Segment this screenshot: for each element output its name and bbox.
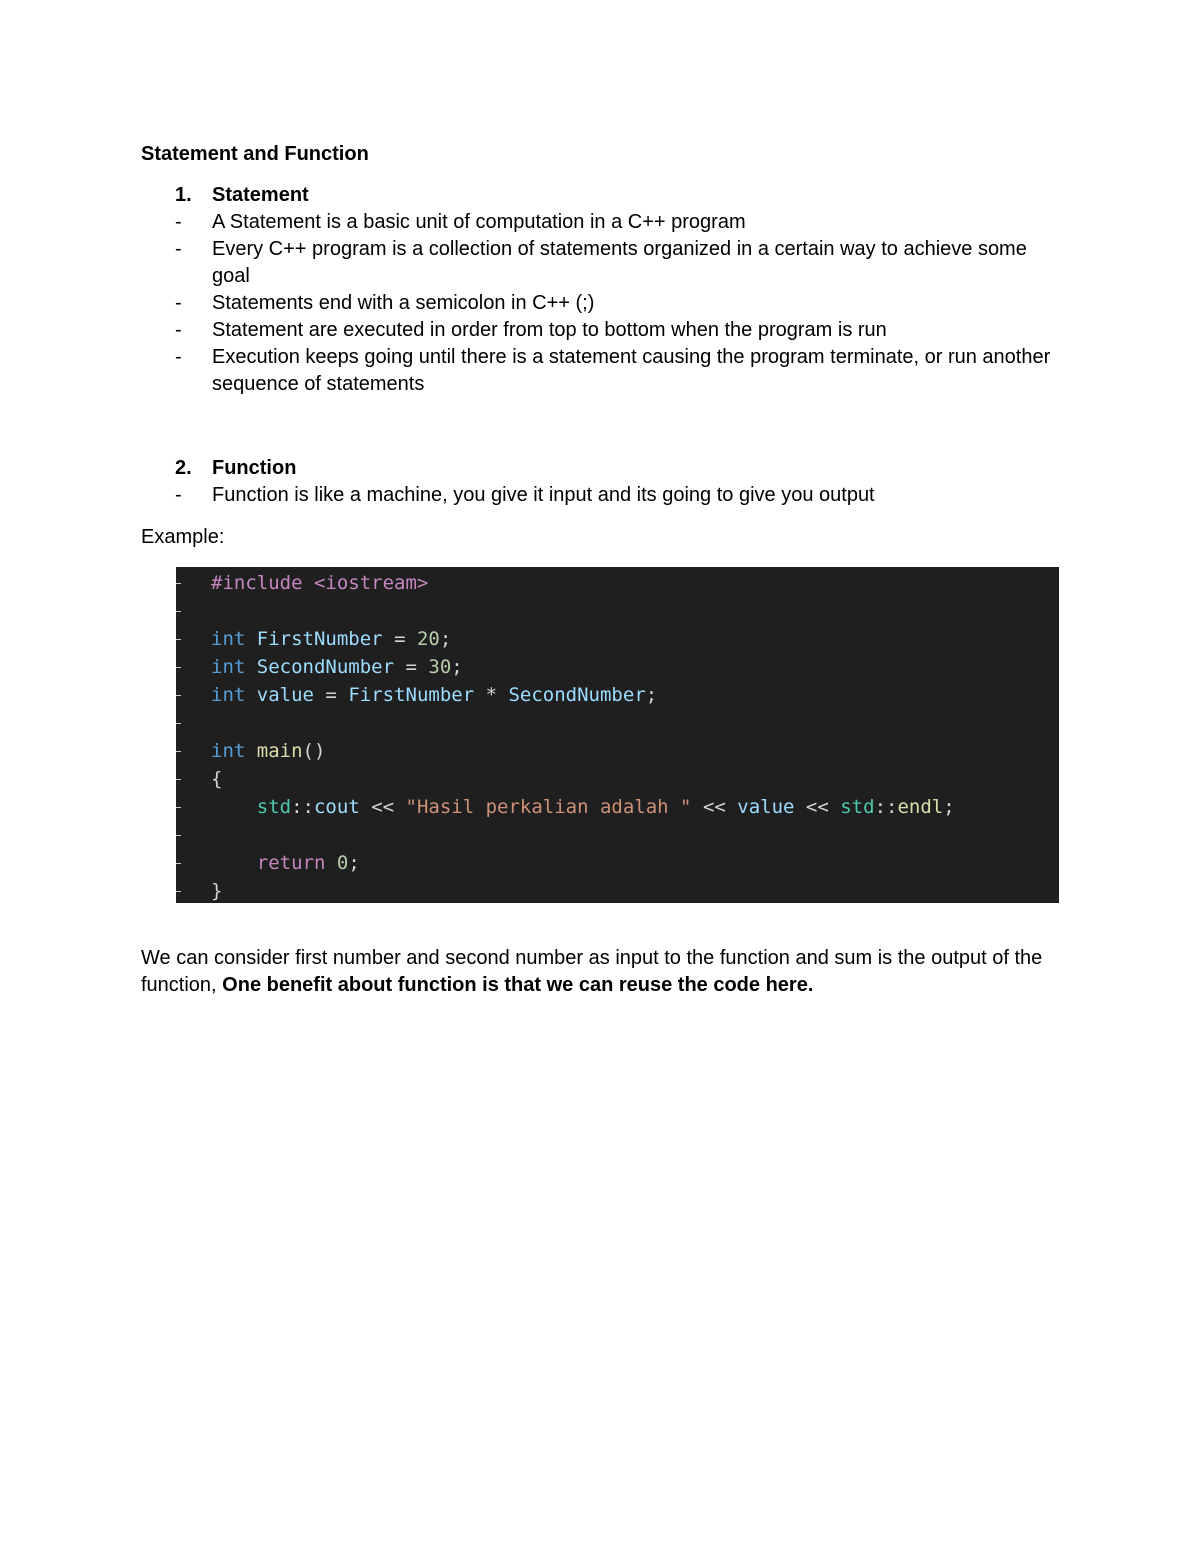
code-token: [245, 684, 256, 706]
bullet-dash: -: [175, 484, 182, 506]
code-text: [211, 625, 451, 653]
code-token: SecondNumber: [256, 656, 395, 678]
section-heading-function: [175, 455, 296, 482]
bullet-text: Function is like a machine, you give it input and its going to give you output: [212, 484, 875, 506]
code-text: [211, 849, 360, 877]
code-token: ;: [348, 852, 360, 874]
code-token: int: [211, 684, 246, 706]
code-token: (): [302, 740, 326, 762]
section-number: 1.: [175, 184, 192, 206]
code-token: [245, 628, 256, 650]
code-token: int: [211, 740, 246, 762]
code-line: [176, 625, 1059, 653]
code-text: [211, 877, 222, 903]
bullet-text: Execution keeps going until there is a statement causing the program terminate, or run another sequence of statements: [212, 346, 1051, 395]
example-label: Example:: [141, 526, 225, 548]
code-token: #include <iostream>: [211, 572, 429, 594]
code-token: main: [256, 740, 303, 762]
code-token: int: [211, 628, 246, 650]
function-bullet-list: [175, 482, 1065, 509]
code-token: *: [474, 684, 509, 706]
code-token: [245, 656, 256, 678]
code-token: {: [211, 768, 223, 790]
code-text: [211, 569, 428, 597]
list-item: [175, 290, 1065, 317]
code-token: return: [256, 852, 326, 874]
code-token: [325, 852, 336, 874]
code-text: [211, 793, 955, 821]
code-text: [211, 653, 463, 681]
code-token: ;: [943, 796, 955, 818]
code-text: [211, 681, 657, 709]
code-token: ::: [874, 796, 898, 818]
code-token: FirstNumber: [256, 628, 383, 650]
bullet-dash: -: [175, 211, 182, 233]
closing-text: We can consider first number and second number as input to the function and sum is the output of the function,: [141, 947, 1043, 996]
code-text: [211, 737, 325, 765]
code-line: [176, 569, 1059, 597]
code-token: endl: [897, 796, 944, 818]
code-token: [211, 796, 257, 818]
code-token: "Hasil perkalian adalah ": [405, 796, 692, 818]
bullet-text: A Statement is a basic unit of computation in a C++ program: [212, 211, 746, 233]
bullet-dash: -: [175, 238, 182, 260]
bullet-dash: -: [175, 292, 182, 314]
code-token: value: [256, 684, 314, 706]
code-token: <<: [794, 796, 841, 818]
code-line: [176, 849, 1059, 877]
code-token: ;: [439, 628, 452, 650]
section-heading-text: Statement: [212, 184, 309, 206]
bullet-text: Statement are executed in order from top to bottom when the program is run: [212, 319, 887, 341]
section-heading-text: Function: [212, 457, 297, 479]
code-line: [176, 597, 1059, 625]
code-token: =: [382, 628, 417, 650]
closing-paragraph: [141, 945, 1066, 999]
code-token: <<: [359, 796, 406, 818]
section-heading-statement: [175, 182, 309, 209]
code-token: ::: [291, 796, 314, 818]
code-token: 0: [336, 852, 349, 874]
code-line: [176, 821, 1059, 849]
code-line: [176, 793, 1059, 821]
code-token: =: [394, 656, 429, 678]
bullet-text: Statements end with a semicolon in C++ (;): [212, 292, 595, 314]
list-item: [175, 236, 1065, 290]
document-title: Statement and Function: [141, 143, 369, 165]
code-token: }: [211, 880, 223, 902]
code-line: [176, 877, 1059, 903]
code-token: ;: [645, 684, 658, 706]
bullet-dash: -: [175, 319, 182, 341]
code-text: [211, 765, 222, 793]
code-token: std: [840, 796, 875, 818]
list-item: [175, 317, 1065, 344]
bullet-text: Every C++ program is a collection of statements organized in a certain way to achieve some goal: [212, 238, 1027, 287]
list-item: [175, 482, 1065, 509]
code-line: [176, 737, 1059, 765]
closing-bold-text: One benefit about function is that we can reuse the code here.: [222, 974, 814, 996]
code-token: <<: [691, 796, 738, 818]
code-snippet: [176, 567, 1059, 903]
code-token: 30: [428, 656, 452, 678]
statement-bullet-list: [175, 209, 1065, 398]
code-token: ;: [451, 656, 463, 678]
code-token: [245, 740, 256, 762]
code-line: [176, 765, 1059, 793]
code-token: 20: [416, 628, 440, 650]
code-token: FirstNumber: [348, 684, 475, 706]
code-line: [176, 709, 1059, 737]
code-token: std: [256, 796, 292, 818]
section-number: 2.: [175, 457, 192, 479]
code-token: int: [211, 656, 246, 678]
list-item: [175, 209, 1065, 236]
code-line: [176, 653, 1059, 681]
code-line: [176, 681, 1059, 709]
code-token: cout: [313, 796, 360, 818]
code-token: [211, 852, 257, 874]
code-token: SecondNumber: [508, 684, 646, 706]
bullet-dash: -: [175, 346, 182, 368]
list-item: [175, 344, 1065, 398]
code-token: value: [737, 796, 795, 818]
code-token: =: [313, 684, 349, 706]
